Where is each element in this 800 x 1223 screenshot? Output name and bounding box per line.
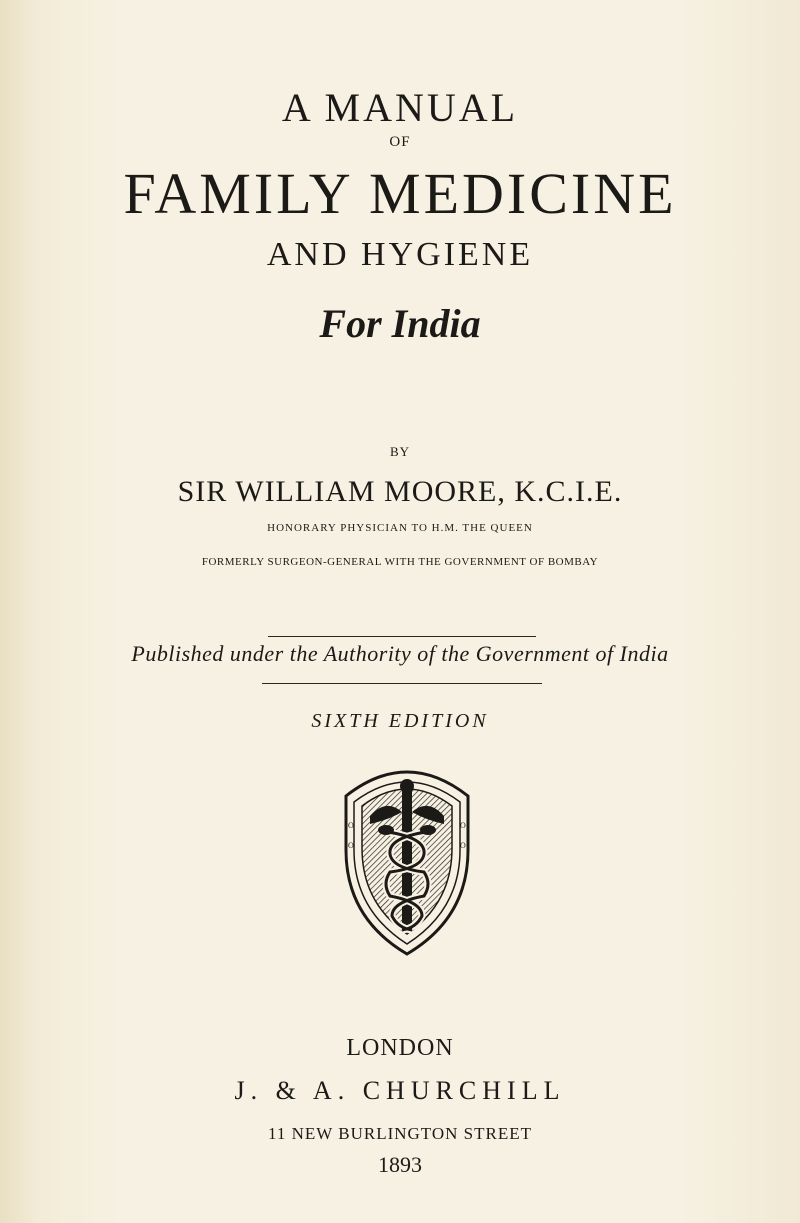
- svg-text:O: O: [348, 841, 354, 850]
- title-line-of: OF: [389, 134, 411, 150]
- edition-label: SIXTH EDITION: [311, 710, 489, 732]
- by-label: BY: [389, 444, 411, 459]
- author-credential-1: HONORARY PHYSICIAN TO H.M. THE QUEEN: [267, 522, 533, 534]
- svg-text:O: O: [348, 821, 354, 830]
- caduceus-shield-emblem-icon: [326, 758, 488, 958]
- divider-bottom: [262, 683, 542, 684]
- published-authority: Published under the Authority of the Government of India: [131, 641, 669, 666]
- title-line-family-medicine: FAMILY MEDICINE: [123, 161, 677, 226]
- publication-year: 1893: [378, 1152, 422, 1177]
- author-name: SIR WILLIAM MOORE, K.C.I.E.: [177, 475, 623, 508]
- divider-top: [268, 636, 536, 637]
- svg-text:O: O: [460, 821, 466, 830]
- publisher-city: LONDON: [346, 1035, 454, 1061]
- svg-text:O: O: [460, 841, 466, 850]
- title-line-for-india: For India: [319, 301, 481, 346]
- title-line-manual: A MANUAL: [281, 85, 519, 130]
- author-credential-2: FORMERLY SURGEON-GENERAL WITH THE GOVERNMENT OF BOMBAY: [201, 556, 599, 568]
- title-line-hygiene: AND HYGIENE: [266, 236, 534, 273]
- publisher-name: J. & A. CHURCHILL: [234, 1076, 566, 1105]
- publisher-address: 11 NEW BURLINGTON STREET: [267, 1124, 533, 1143]
